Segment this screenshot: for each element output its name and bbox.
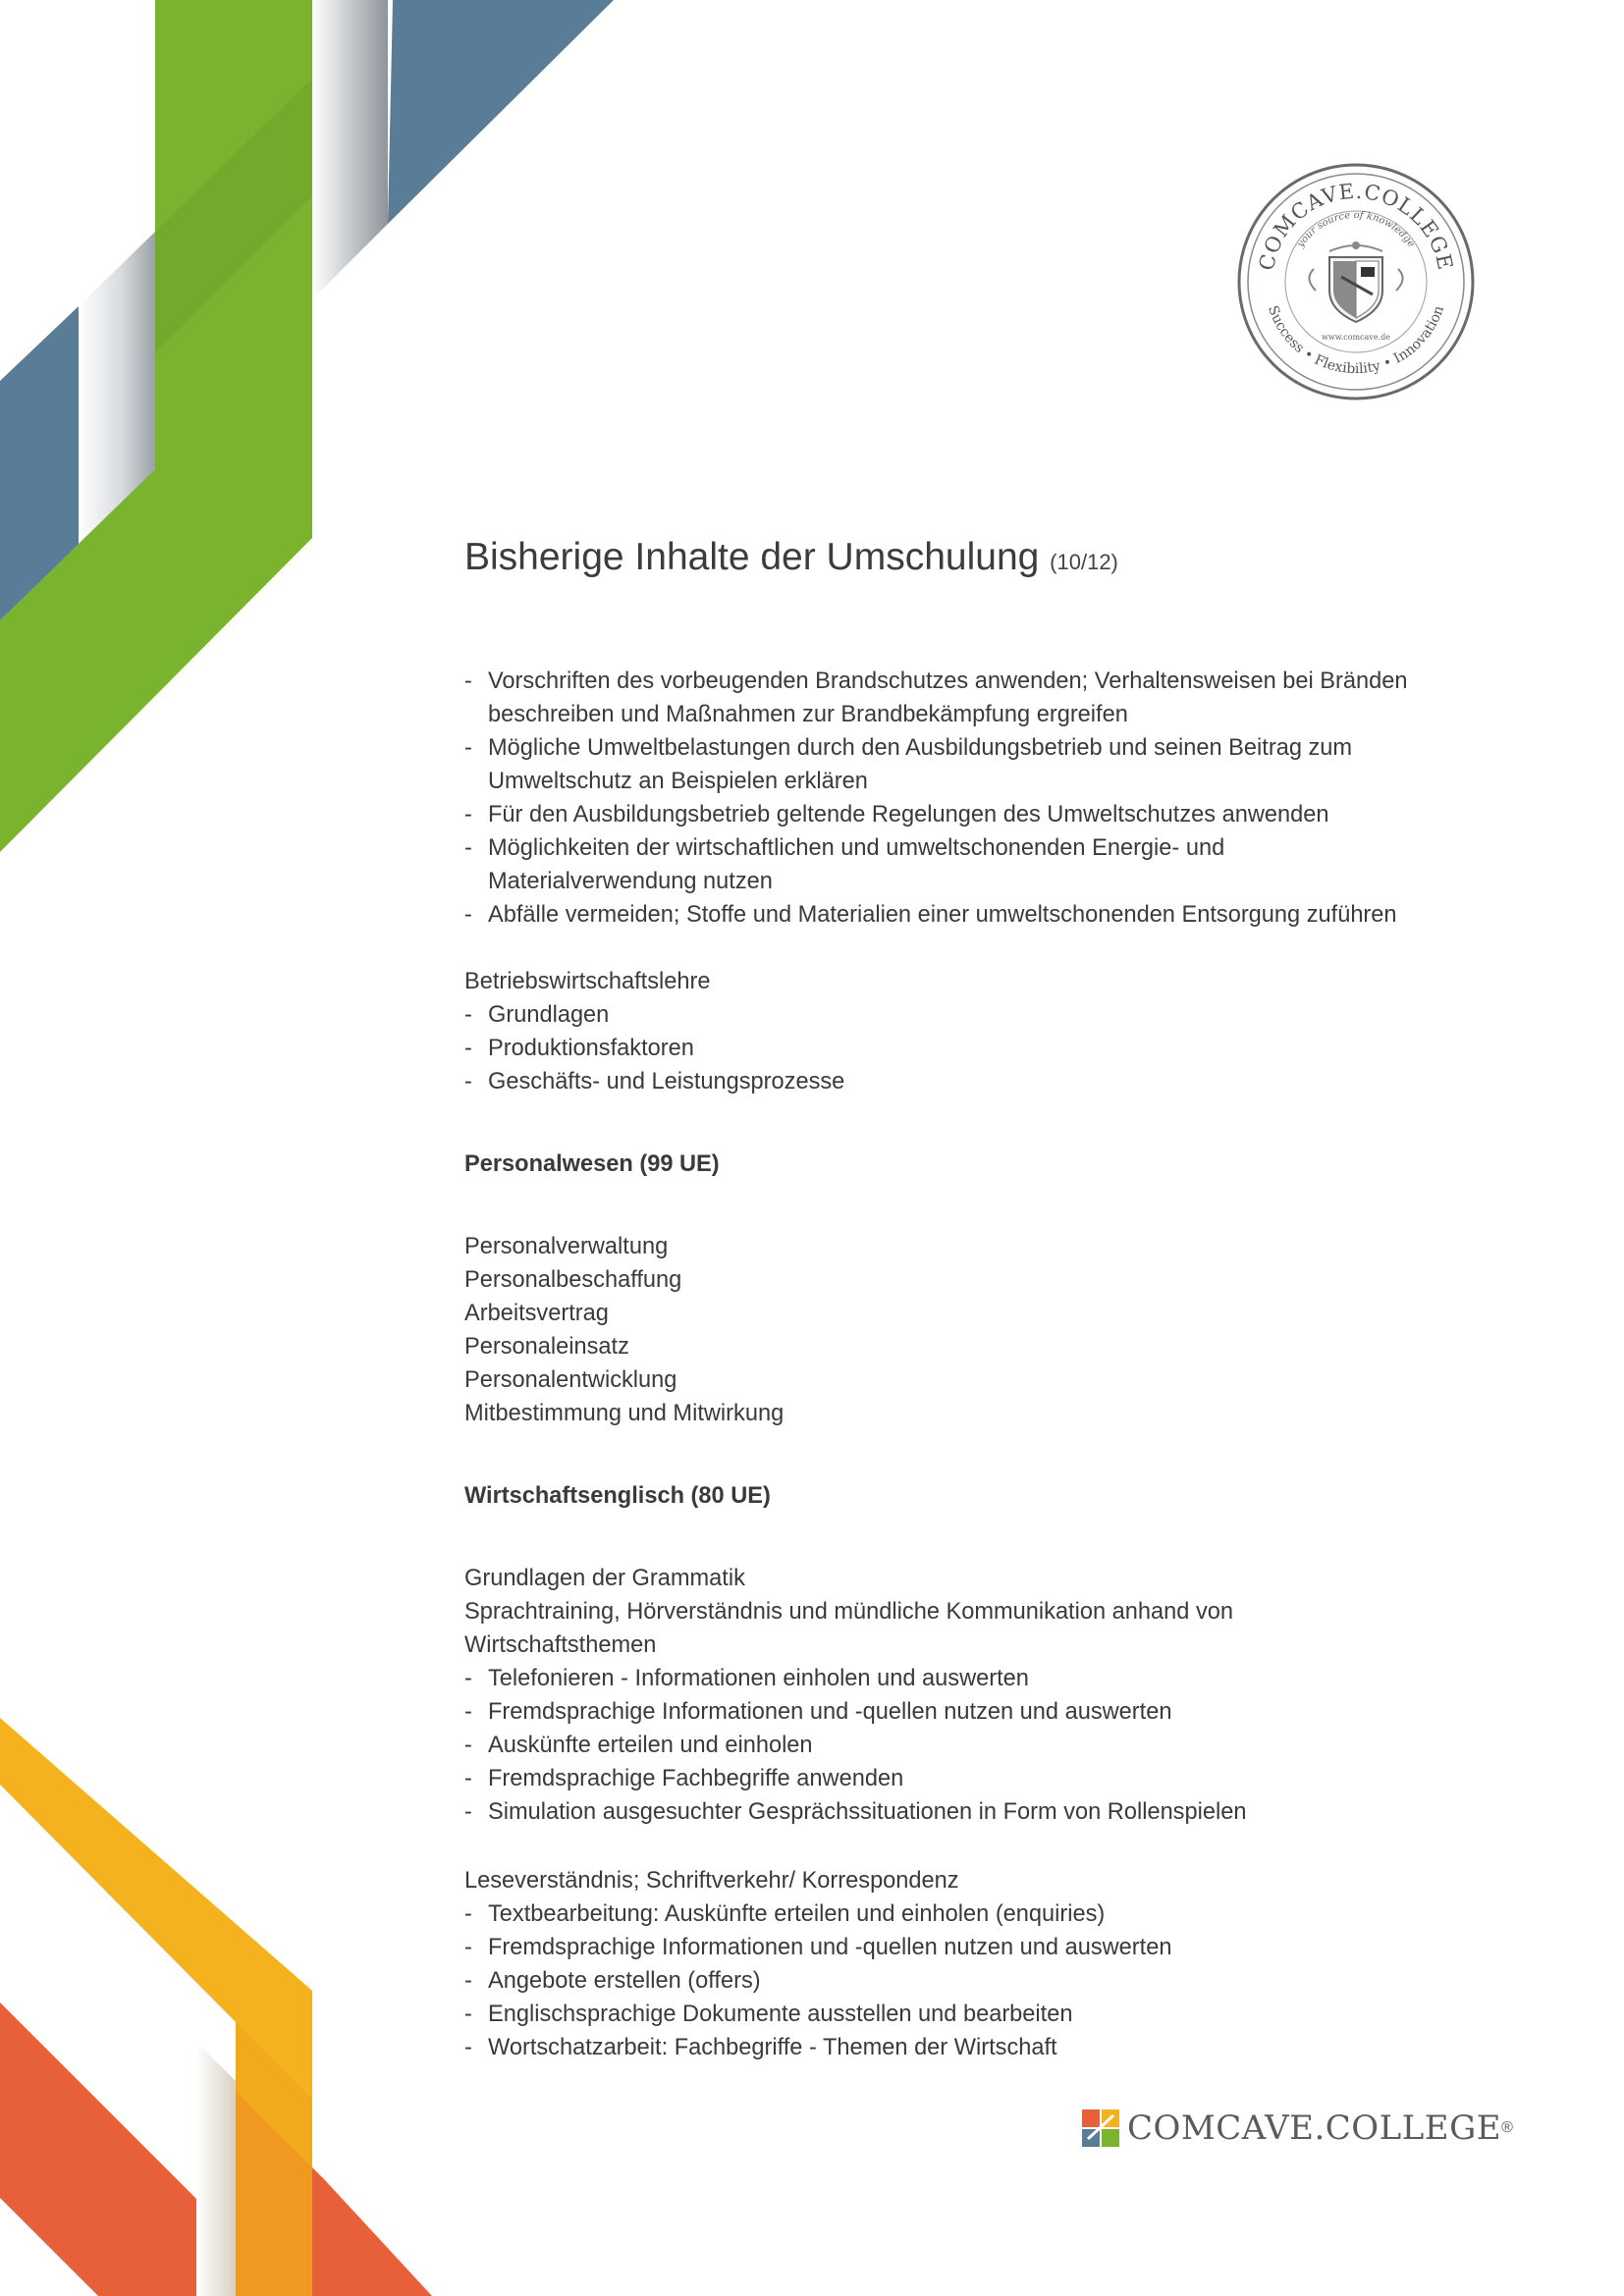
list-item: - Telefonieren - Informationen einholen und auswerten (464, 1662, 1505, 1695)
list-item: - Fremdsprachige Informationen und -quellen nutzen und auswerten (464, 1931, 1505, 1964)
list-item (464, 731, 1505, 798)
list-item: - Angebote erstellen (offers) (464, 1964, 1505, 1998)
seal-name: COMCAVE.COLLEGE (1254, 179, 1458, 273)
page-indicator: (10/12) (1050, 550, 1118, 574)
personal-heading: Personalwesen (99 UE) (464, 1151, 720, 1177)
list-item-line: Umweltschutz an Beispielen erklären (488, 769, 868, 794)
reading-list (464, 1897, 1505, 2064)
list-item: - Textbearbeitung: Auskünfte erteilen und einholen (enquiries) (464, 1897, 1505, 1931)
footer-logo (1082, 2107, 1513, 2150)
bottom-left-decorative-bands (0, 1718, 491, 2296)
text-line: Arbeitsvertrag (464, 1301, 609, 1326)
list-item-line: beschreiben und Maßnahmen zur Brandbekämpfung ergreifen (488, 702, 1128, 727)
page-content (464, 530, 1505, 2064)
english-intro (464, 1562, 1505, 1662)
footer-registered: ® (1501, 2119, 1513, 2136)
text-line: Personalverwaltung (464, 1234, 669, 1259)
page-title (464, 530, 1505, 590)
list-item: - Grundlagen (464, 998, 1505, 1032)
list-item-line: - Vorschriften des vorbeugenden Brandschutzes anwenden; Verhaltensweisen bei Bränden (488, 668, 1408, 694)
list-item (464, 898, 1505, 932)
list-item-line: - Mögliche Umweltbelastungen durch den Ausbildungsbetrieb und seinen Beitrag zum (488, 735, 1353, 761)
footer-brand: COMCAVE.COLLEGE (1127, 2109, 1502, 2148)
text-line: Sprachtraining, Hörverständnis und mündliche Kommunikation anhand von (464, 1599, 1233, 1625)
text-line: Grundlagen der Grammatik (464, 1566, 745, 1591)
list-item: - Wortschatzarbeit: Fachbegriffe - Themen der Wirtschaft (464, 2031, 1505, 2064)
seal-tagline: your source of knowledge (1295, 209, 1417, 250)
list-item: - Produktionsfaktoren (464, 1032, 1505, 1065)
list-item-line: Materialverwendung nutzen (488, 869, 773, 894)
college-seal (1235, 161, 1477, 402)
reading-heading: Leseverständnis; Schriftverkehr/ Korrespondenz (464, 1868, 959, 1894)
comcave-logo-icon (1082, 2109, 1119, 2147)
text-line: Personalentwicklung (464, 1367, 677, 1393)
list-item: - Fremdsprachige Fachbegriffe anwenden (464, 1762, 1505, 1795)
english-list (464, 1662, 1505, 1829)
bwl-heading: Betriebswirtschaftslehre (464, 969, 711, 994)
personal-list (464, 1230, 1505, 1430)
seal-values: Success • Flexibility • Innovation (1264, 303, 1448, 378)
list-item: - Simulation ausgesuchter Gesprächssituationen in Form von Rollenspielen (464, 1795, 1505, 1829)
list-item-line: - Für den Ausbildungsbetrieb geltende Regelungen des Umweltschutzes anwenden (488, 802, 1329, 828)
seal-url: www.comcave.de (1322, 333, 1390, 342)
text-line: Personalbeschaffung (464, 1267, 682, 1293)
text-line: Wirtschaftsthemen (464, 1632, 657, 1658)
list-item: - Englischsprachige Dokumente ausstellen und bearbeiten (464, 1998, 1505, 2031)
bwl-list (464, 998, 1505, 1098)
text-line: Personaleinsatz (464, 1334, 629, 1360)
list-item (464, 665, 1505, 731)
list-item: - Fremdsprachige Informationen und -quellen nutzen und auswerten (464, 1695, 1505, 1729)
list-item (464, 798, 1505, 831)
list-item: - Geschäfts- und Leistungsprozesse (464, 1065, 1505, 1098)
text-line: Mitbestimmung und Mitwirkung (464, 1401, 785, 1426)
english-heading: Wirtschaftsenglisch (80 UE) (464, 1483, 771, 1509)
list-item-line: - Möglichkeiten der wirtschaftlichen und umweltschonenden Energie- und (488, 835, 1225, 861)
list-item (464, 831, 1505, 898)
environment-list (464, 665, 1505, 932)
list-item: - Auskünfte erteilen und einholen (464, 1729, 1505, 1762)
page-title-text: Bisherige Inhalte der Umschulung (464, 536, 1040, 578)
list-item-line: - Abfälle vermeiden; Stoffe und Materialien einer umweltschonenden Entsorgung zuführen (488, 902, 1397, 928)
